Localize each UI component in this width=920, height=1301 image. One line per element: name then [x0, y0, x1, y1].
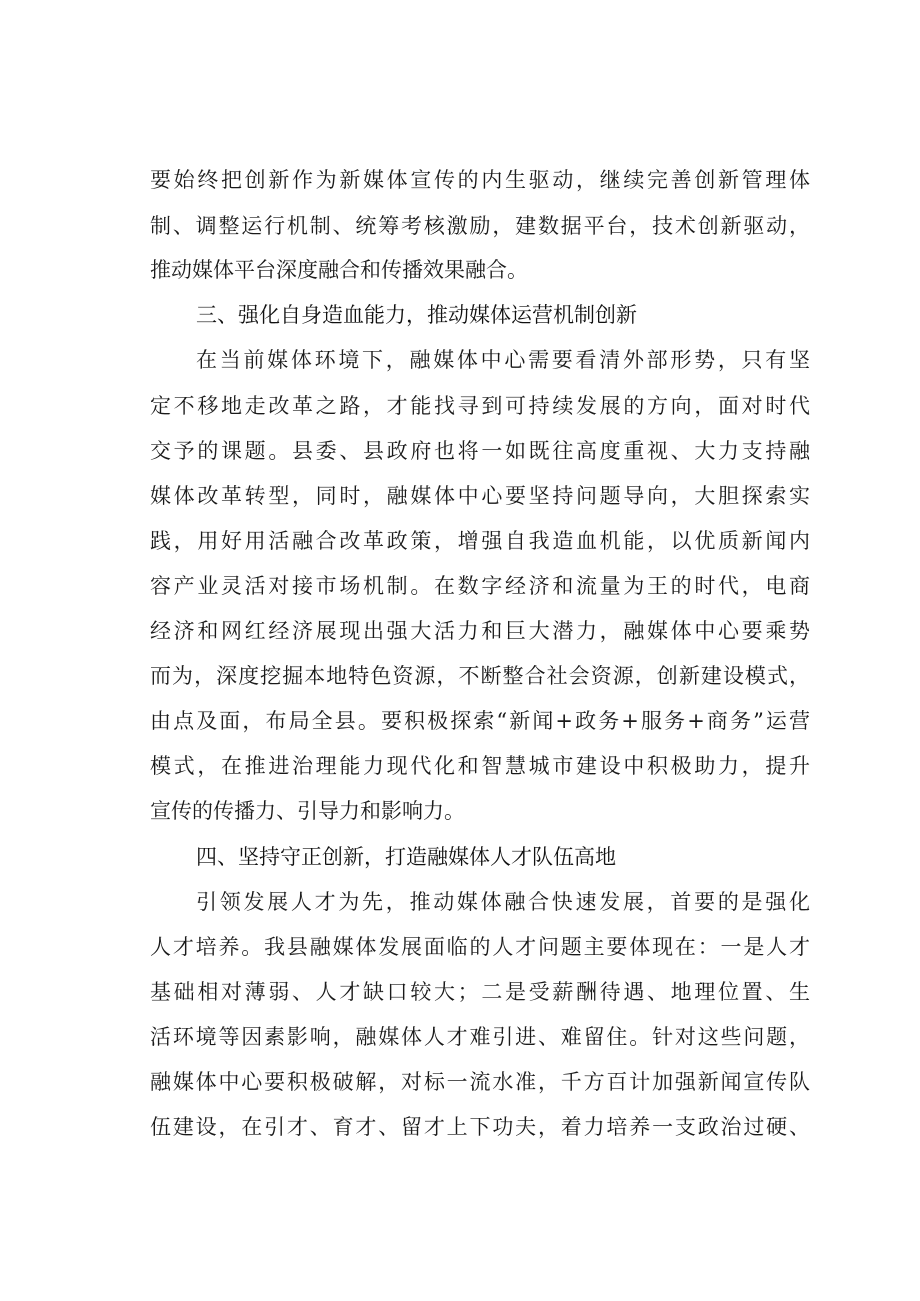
section-heading-4: 四、坚持守正创新，打造融媒体人才队伍高地: [196, 845, 616, 869]
paragraph-2-line-7: 经济和网红经济展现出强大活力和巨大潜力，融媒体中心要乘势: [150, 619, 810, 643]
paragraph-3-line-2: 人才培养。我县融媒体发展面临的人才问题主要体现在：一是人才: [150, 935, 810, 959]
paragraph-2-line-2: 定不移地走改革之路，才能找寻到可持续发展的方向，面对时代: [150, 394, 810, 418]
section-heading-3: 三、强化自身造血能力，推动媒体运营机制创新: [196, 303, 637, 327]
paragraph-1-line-1: 要始终把创新作为新媒体宣传的内生驱动，继续完善创新管理体: [150, 168, 810, 192]
paragraph-2-line-1: 在当前媒体环境下，融媒体中心需要看清外部形势，只有坚: [196, 348, 810, 372]
paragraph-3-line-6: 伍建设，在引才、育才、留才上下功夫，着力培养一支政治过硬、: [150, 1115, 810, 1139]
paragraph-2-line-3: 交予的课题。县委、县政府也将一如既往高度重视、大力支持融: [150, 439, 810, 463]
paragraph-2-line-10: 模式，在推进治理能力现代化和智慧城市建设中积极助力，提升: [150, 754, 810, 778]
paragraph-2-line-5: 践，用好用活融合改革政策，增强自我造血机能，以优质新闻内: [150, 529, 810, 553]
paragraph-2-line-9: 由点及面，布局全县。要积极探索“新闻+政务+服务+商务”运营: [150, 709, 810, 733]
paragraph-1-line-2: 制、调整运行机制、统筹考核激励，建数据平台，技术创新驱动，: [150, 214, 810, 238]
paragraph-2-line-6: 容产业灵活对接市场机制。在数字经济和流量为王的时代，电商: [150, 574, 810, 598]
paragraph-2-line-8: 而为，深度挖掘本地特色资源，不断整合社会资源，创新建设模式，: [150, 664, 810, 688]
paragraph-3-line-3: 基础相对薄弱、人才缺口较大；二是受薪酬待遇、地理位置、生: [150, 980, 810, 1004]
paragraph-3-line-5: 融媒体中心要积极破解，对标一流水准，千方百计加强新闻宣传队: [150, 1070, 810, 1094]
paragraph-2-line-11: 宣传的传播力、引导力和影响力。: [150, 799, 465, 823]
paragraph-3-line-4: 活环境等因素影响，融媒体人才难引进、难留住。针对这些问题，: [150, 1025, 810, 1049]
paragraph-1-line-3: 推动媒体平台深度融合和传播效果融合。: [150, 258, 528, 282]
paragraph-3-line-1: 引领发展人才为先，推动媒体融合快速发展，首要的是强化: [196, 890, 810, 914]
paragraph-2-line-4: 媒体改革转型，同时，融媒体中心要坚持问题导向，大胆探索实: [150, 484, 810, 508]
